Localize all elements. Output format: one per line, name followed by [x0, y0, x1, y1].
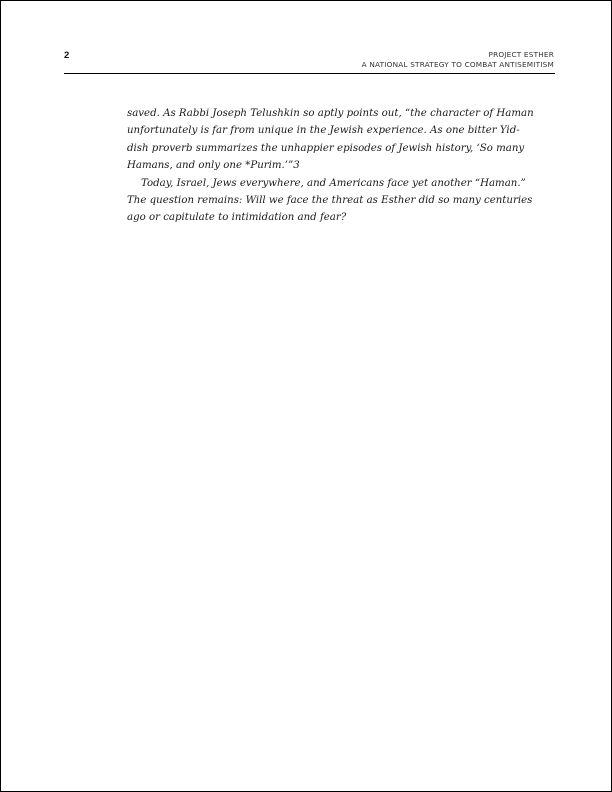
text-line: unfortunately is far from unique in the Jewish experience. As one bitter Yid-	[127, 125, 520, 137]
running-head	[362, 50, 554, 70]
running-head-subtitle: A NATIONAL STRATEGY TO COMBAT ANTISEMITISM	[361, 60, 554, 69]
text-line: dish proverb summarizes the unhappier episodes of Jewish history, ‘So many	[127, 142, 525, 154]
text-line: Hamans, and only one *Purim.’”3	[127, 160, 300, 172]
header-rule	[64, 73, 555, 74]
body-text	[127, 105, 534, 227]
text-line: Today, Israel, Jews everywhere, and Americans face yet another “Haman.”	[141, 177, 526, 189]
text-line: The question remains: Will we face the threat as Esther did so many centuries	[127, 195, 533, 207]
text-line: ago or capitulate to intimidation and fear?	[127, 212, 347, 224]
running-head-title: PROJECT ESTHER	[488, 50, 554, 59]
text-line: saved. As Rabbi Joseph Telushkin so aptly points out, “the character of Haman	[127, 108, 534, 119]
page-number: 2	[64, 50, 70, 61]
